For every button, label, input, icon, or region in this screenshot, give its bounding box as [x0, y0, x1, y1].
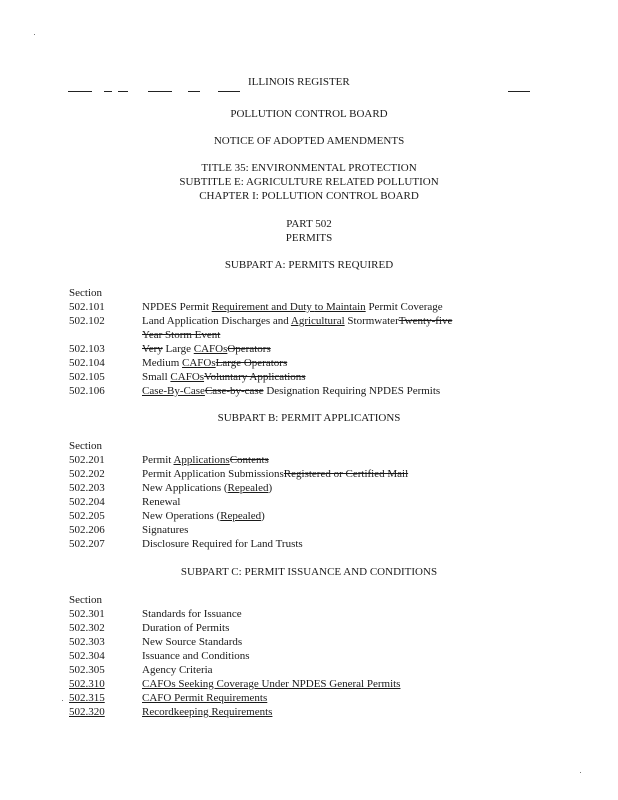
section-number: 502.207 [69, 538, 105, 550]
section-title: Disclosure Required for Land Trusts [142, 538, 303, 550]
section-title-continuation: Year Storm Event [142, 329, 221, 341]
header-rule-right [508, 91, 530, 92]
section-title: Medium CAFOsLarge Operators [142, 357, 288, 369]
section-title: New Source Standards [142, 636, 243, 648]
subpart-a-heading: SUBPART A: PERMITS REQUIRED [224, 259, 394, 271]
section-number: 502.302 [69, 622, 105, 634]
section-title: Permit Application SubmissionsRegistered or Certified Mail [142, 468, 409, 480]
part-name: PERMITS [285, 232, 333, 244]
section-number: 502.106 [69, 385, 105, 397]
section-number: 502.203 [69, 482, 105, 494]
section-number: 502.205 [69, 510, 105, 522]
notice-title: NOTICE OF ADOPTED AMENDMENTS [213, 135, 405, 147]
part-number: PART 502 [286, 218, 332, 230]
section-title: Standards for Issuance [142, 608, 242, 620]
title-line-1: TITLE 35: ENVIRONMENTAL PROTECTION [201, 162, 417, 174]
subpart-a-section-label: Section [69, 287, 102, 299]
scan-speck [580, 772, 581, 773]
section-number: 502.310 [69, 678, 105, 690]
register-title: ILLINOIS REGISTER [248, 76, 350, 88]
section-title: Duration of Permits [142, 622, 230, 634]
subpart-c-heading: SUBPART C: PERMIT ISSUANCE AND CONDITIONS [180, 566, 438, 578]
section-title: Small CAFOsVoluntary Applications [142, 371, 306, 383]
board-title: POLLUTION CONTROL BOARD [230, 108, 388, 120]
section-title: Issuance and Conditions [142, 650, 250, 662]
header-rule-left-3 [118, 91, 128, 92]
section-number: 502.206 [69, 524, 105, 536]
scan-speck [34, 34, 35, 35]
header-rule-left-2 [104, 91, 112, 92]
section-title: CAFO Permit Requirements [142, 692, 268, 704]
section-title: Very Large CAFOsOperators [142, 343, 271, 355]
section-number: 502.305 [69, 664, 105, 676]
title-line-3: CHAPTER I: POLLUTION CONTROL BOARD [199, 190, 419, 202]
section-number: 502.104 [69, 357, 105, 369]
section-number: 502.105 [69, 371, 105, 383]
subpart-b-section-label: Section [69, 440, 102, 452]
scan-speck [62, 700, 63, 701]
section-number: 502.201 [69, 454, 105, 466]
section-title: Agency Criteria [142, 664, 213, 676]
section-title: NPDES Permit Requirement and Duty to Maintain Permit Coverage [142, 301, 443, 313]
section-number: 502.301 [69, 608, 105, 620]
section-title: Permit ApplicationsContents [142, 454, 269, 466]
section-number: 502.103 [69, 343, 105, 355]
section-number: 502.320 [69, 706, 105, 718]
header-rule-left-6 [218, 91, 240, 92]
section-title: Land Application Discharges and Agricultural StormwaterTwenty-five [142, 315, 453, 327]
section-title: Case-By-CaseCase-by-case Designation Requiring NPDES Permits [142, 385, 441, 397]
section-title: Renewal [142, 496, 181, 508]
section-number: 502.315 [69, 692, 105, 704]
subpart-b-heading: SUBPART B: PERMIT APPLICATIONS [217, 412, 401, 424]
header-rule-left-1 [68, 91, 92, 92]
section-number: 502.101 [69, 301, 105, 313]
subpart-c-section-label: Section [69, 594, 102, 606]
section-number: 502.304 [69, 650, 105, 662]
section-number: 502.202 [69, 468, 105, 480]
section-title: CAFOs Seeking Coverage Under NPDES General Permits [142, 678, 401, 690]
title-line-2: SUBTITLE E: AGRICULTURE RELATED POLLUTION [179, 176, 439, 188]
section-number: 502.303 [69, 636, 105, 648]
section-title: Signatures [142, 524, 189, 536]
section-number: 502.102 [69, 315, 105, 327]
section-number: 502.204 [69, 496, 105, 508]
section-title: Recordkeeping Requirements [142, 706, 273, 718]
section-title: New Operations (Repealed) [142, 510, 265, 522]
section-title: New Applications (Repealed) [142, 482, 273, 494]
header-rule-left-4 [148, 91, 172, 92]
header-rule-left-5 [188, 91, 200, 92]
